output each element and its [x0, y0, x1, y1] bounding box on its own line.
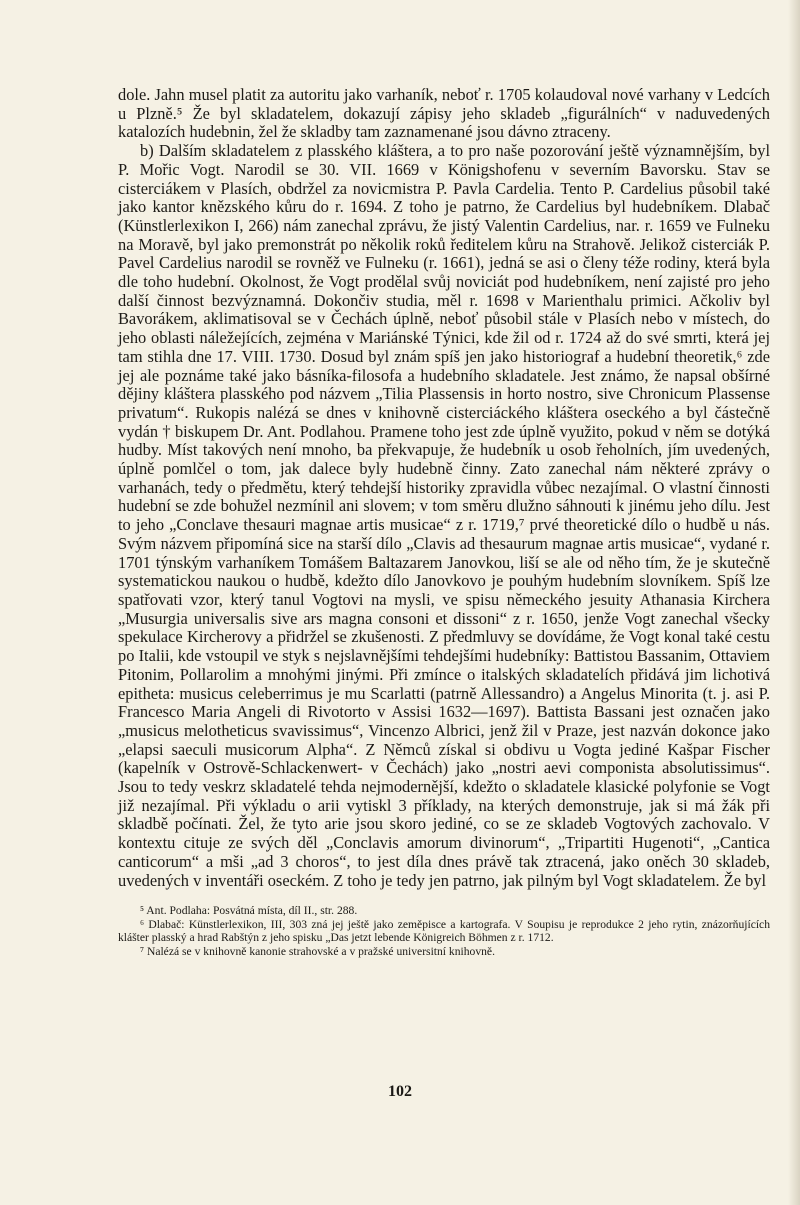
paragraph-1: dole. Jahn musel platit za autoritu jako varhaník, neboť r. 1705 kolaudoval nové varhany v Ledcích u Plzně.⁵ Že byl skladatelem, dokazují zápisy jeho skladeb „figurálních“ v naduvedených katalozích hudebnin, žel že skladby tam zaznamenané jsou dávno ztraceny. — [118, 85, 770, 142]
footnote-6: ⁶ Dlabač: Künstlerlexikon, III, 303 zná jej ještě jako zeměpisce a kartografa. V Soupisu je reprodukce 2 jeho rytin, znázorňujících klášter plasský a hrad Rabštýn z jeho spisku „Das jetzt lebende Königreich Böhmen z r. 1712. — [118, 917, 770, 945]
page-edge-shadow — [788, 0, 800, 1205]
footnote-7: ⁷ Nalézá se v knihovně kanonie strahovské a v pražské universitní knihovně. — [140, 945, 495, 959]
footnotes — [118, 904, 770, 958]
footnote-5: ⁵ Ant. Podlaha: Posvátná místa, díl II., str. 288. — [140, 904, 358, 918]
page-number: 102 — [388, 1083, 412, 1100]
page-content — [118, 86, 770, 959]
body-text — [118, 86, 770, 890]
paragraph-2: b) Dalším skladatelem z plasského kláštera, a to pro naše pozorování ještě významnějším, byl P. Mořic Vogt. Narodil se 30. VII. 1669 v Königshofenu v severním Bavorsku. Stav se cisterciákem v Plasích, obdržel za novicmistra P. Pavla Cardelia. Tento P. Cardelius působil také jako kantor knězského kůru do r. 1694. Z toho je patrno, že Cardelius byl hudebníkem. Dlabač (Künstlerlexikon I, 266) nám zanechal zprávu, že jistý Valentin Cardelius, nar. r. 1659 ve Fulneku na Moravě, byl jako premonstrát po několik roků ředitelem kůru na Strahově. Jelikož cisterciák P. Pavel Cardelius narodil se rovněž ve Fulneku (r. 1661), jedná se asi o členy téže rodiny, která byla dle toho hudební. Okolnost, že Vogt prodělal svůj noviciát pod hudebníkem, není zajisté pro jeho další činnost bezvýznamná. Dokončiv studia, měl r. 1698 v Marienthalu primici. Ačkoliv byl Bavorákem, aklimatisoval se v Čechách úplně, neboť působil stále v Plasích nebo v místech, do jeho oblasti náležejících, zejména v Mariánské Týnici, kde žil od r. 1724 až do své smrti, která jej tam stihla dne 17. VIII. 1730. Dosud byl znám spíš jen jako historiograf a hudební theoretik,⁶ zde jej ale poznáme také jako básníka-filosofa a hudebního skladatele. Jest známo, že napsal obšírné dějiny kláštera plasského pod názvem „Tilia Plassensis in horto nostro, sive Chronicum Plassense privatum“. Rukopis nalézá se dnes v knihovně cisterciáckého kláštera oseckého a byl částečně vydán † biskupem Dr. Ant. Podlahou. Pramene toho jest zde úplně využito, pokud v něm se dotýká hudby. Míst takových není mnoho, ba překvapuje, že hudebník u osob řeholních, jím uvedených, úplně pomlčel o tom, jak dalece byly hudebně činny. Zato zanechal nám některé zprávy o varhanách, tedy o předmětu, který tehdejší historiky zpravidla vůbec nezajímal. O vlastní činnosti hudební se zde bohužel nezmínil ani slovem; v tom směru dlužno sáhnouti k jinému jeho dílu. Jest to jeho „Conclave thesauri magnae artis musicae“ z r. 1719,⁷ prvé theoretické dílo o hudbě u nás. Svým názvem připomíná sice na starší dílo „Clavis ad thesaurum magnae artis musicae“, vydané r. 1701 týnským varhaníkem Tomášem Baltazarem Janovkou, liší se ale od něho tím, že je skutečně systematickou naukou o hudbě, kdežto dílo Janovkovo je pouhým hudebním slovníkem. Spíš lze spatřovati vzor, který tanul Vogtovi na mysli, ve spisu německého jesuity Athanasia Kirchera „Musurgia universalis sive ars magna consoni et dissoni“ z r. 1650, jenže Vogt zanechal všecky spekulace Kircherovy a přidržel se zkušenosti. Z předmluvy se dovídáme, že Vogt konal také cestu po Italii, kde vstoupil ve styk s nejslavnějšími tehdejšími hudebníky: Battistou Bassanim, Ottaviem Pitonim, Pollarolim a mnohými jinými. Při zmínce o italských skladatelích přidává jim lichotivá epitheta: musicus celeberrimus je mu Scarlatti (patrně Allessandro) a Angelus Minorita (t. j. asi P. Francesco Maria Angeli di Rivotorto v Assisi 1632—1697). Battista Bassani jest označen jako „musicus melotheticus svavissimus“, Vincenzo Albrici, jenž žil v Praze, jest nazván dokonce jako „elapsi saeculi musicorum Alpha“. Z Němců získal si obdivu u Vogta jediné Kašpar Fischer (kapelník v Ostrově-Schlackenwert- v Čechách) jako „nostri aevi componista absolutissimus“. Jsou to tedy veskrz skladatelé tehda nejmodernější, kdežto o skladatele klasické polyfonie se Vogt již nezajímal. Při výkladu o arii vytiskl 3 příklady, na kterých demonstruje, jak si má žák při skladbě počínati. Žel, že tyto arie jsou skoro jediné, co se ze skladeb Vogtových zachovalo. V kontextu cituje ze svých děl „Conclavis amorum divinorum“, „Tripartiti Hugenoti“, „Cantica canticorum“ a mši „ad 3 choros“, to jest díla dnes právě tak ztracená, jako oněch 30 skladeb, uvedených v inventáři oseckém. Z toho je tedy jen patrno, jak pilným byl Vogt skladatelem. Že byl — [118, 141, 770, 890]
